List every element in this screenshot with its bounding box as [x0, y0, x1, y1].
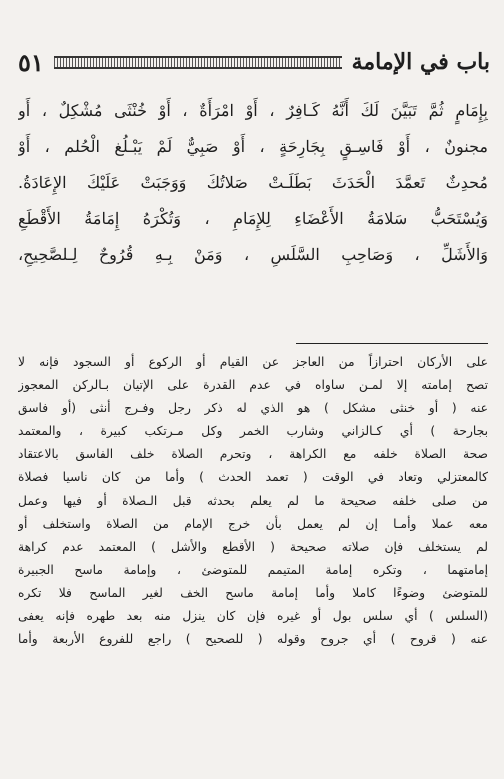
commentary-line: عنه ( أو خنثى مشكل ) هو الذي له ذكر رجل وفـرج أنثى (أو فاسق — [18, 401, 488, 416]
main-text-line: وَالأَشَلِّ ، وَصَاحِبِ السَّلَسِ ، وَمَنْ بِـهِ قُرُوحٌ لِـلصَّحِيحِ، — [18, 245, 488, 264]
main-text-line: مُحدِثٌ تَعمَّدَ الْحَدَثَ بَطَلَـتْ صَلاتُكَ وَوَجَبَتْ عَلَيْكَ الإِعَادَةُ. — [18, 173, 488, 192]
commentary-line: إمامتهما ، وتكره إمامة المتيمم للمتوضئ ، وإمامة ماسح الجبيرة — [18, 562, 488, 577]
commentary-line: (السلس ) أي سلس بول أو غيره فإن كان ينزل منه بعد طهره فإنه يعفى — [18, 609, 488, 624]
main-text — [18, 93, 488, 273]
commentary-line: من صلى خلفه صحيحة ما لم يعلم بحدثه قبل الـصلاة أو فيها وعمل — [18, 493, 488, 508]
commentary-line: تصح إمامته إلا لمـن ساواه في عدم القدرة على الإتيان بـالركن المعجوز — [18, 378, 488, 393]
commentary-line: معه عملا وأمـا إن لم يعمل بأن خرج الإمام من الصلاة واستخلف أو — [18, 516, 488, 531]
commentary-line: للمتوضئ وضوءًا كاملا وأما إمامة ماسح الخف لغير الماسح فلا تكره — [18, 585, 488, 600]
main-text-line: وَيُسْتَحَبُّ سَلامَةُ الأَعْضَاءِ لِلإِمَامِ ، وَتُكْرَهُ إِمَامَةُ الأَقْطَعِ — [18, 209, 488, 228]
main-text-line: بِإِمَامٍ ثُمَّ تَبَيَّنَ لَكَ أَنَّهُ كَـافِرٌ ، أَوْ امْرَأَةٌ ، أَوْ خُنْثَى مُشْكِلٌ ، أَو — [18, 101, 488, 120]
chapter-title: باب في الإمامة — [351, 49, 490, 75]
commentary-text — [18, 351, 488, 651]
commentary-line: لم يستخلف فإن صلاته صحيحة ( الأقطع والأشل ) المعتمد عدم كراهة — [18, 539, 488, 554]
page-number: ٥١ — [18, 47, 44, 77]
commentary-line: عنه ( قروح ) أي جروح وقوله ( للصحيح ) راجع للفروع الأربعة وأما — [18, 632, 488, 647]
footnote-divider — [296, 343, 488, 344]
page-header — [18, 44, 490, 80]
commentary-line: كالمعتزلي وتعاد في الوقت ( تعمد الحدث ) وأما من كان ناسيا فصلاة — [18, 470, 488, 485]
commentary-line: صحة الصلاة خلفه مع الكراهة ، وتحرم الصلاة خلف الفاسق بالاعتقاد — [18, 447, 488, 462]
header-ornament-rule — [54, 56, 342, 69]
commentary-line: بجارحة ) أي كـالزاني وشارب الخمر وكل مـرتكب كبيرة ، والمعتمد — [18, 424, 488, 439]
main-text-line: مجنونٌ ، أَوْ فَاسِـقٍ بِجَارِحَةٍ ، أَوْ صَبِيٌّ لَمْ يَبْـلُغ الْحُلم ، أَوْ — [18, 137, 488, 156]
commentary-line: على الأركان احترازاً من العاجز عن القيام أو الركوع أو السجود فإنه لا — [18, 355, 488, 369]
